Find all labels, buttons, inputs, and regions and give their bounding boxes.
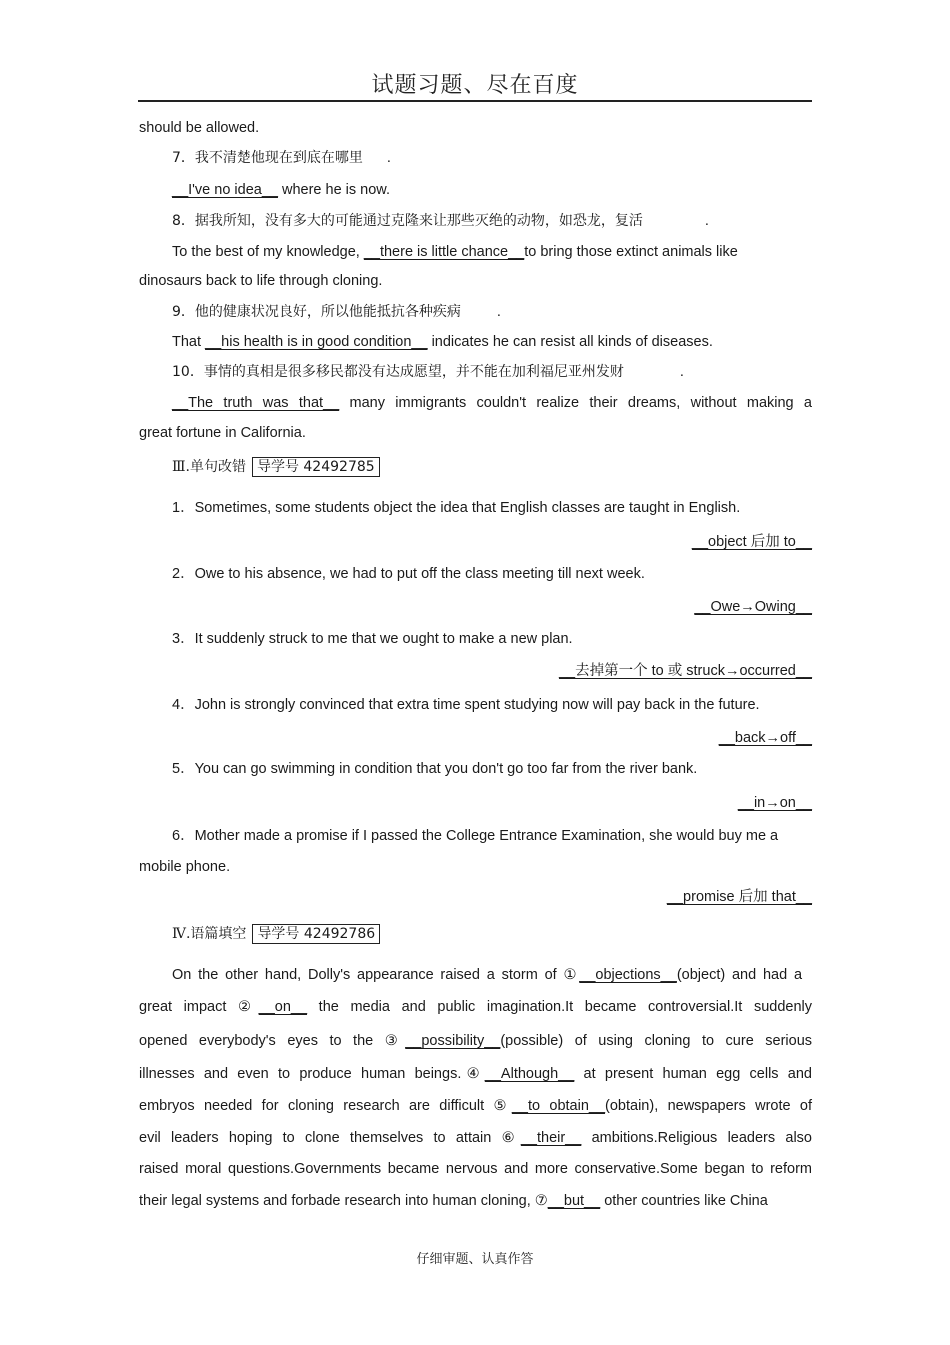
answer-blank: __The truth was that__ [172,395,340,411]
correction-answer-5: __in→on__ [737,795,812,811]
correction-answer-2: __Owe→Owing__ [694,599,812,615]
passage-line [139,1192,812,1210]
passage-text: On the other hand, Dolly's appearance raised a storm of ① [172,967,580,983]
section-3-title: Ⅲ.单句改错 [172,459,246,475]
correction-question-6: 6．Mother made a promise if I passed the College Entrance Examination, she would buy me a [172,828,779,844]
item-10-answer-line: __The truth was that__ many immigrants couldn't realize their dreams, without making a [172,395,812,411]
answer-blank: __there is little chance__ [363,244,525,260]
passage-line [139,998,812,1016]
passage-line [139,1065,812,1083]
answer-blank: __I've no idea__ [172,182,278,198]
passage-line [172,966,802,984]
passage-text: other countries like China [600,1193,768,1209]
section-3-heading [172,457,380,477]
correction-question-5: 5．You can go swimming in condition that you don't go too far from the river bank. [172,761,698,777]
cloze-blank: __to obtain__ [511,1098,606,1114]
item-9-chinese: 9．他的健康状况良好，所以他能抵抗各种疾病 . [172,304,501,320]
correction-question-4: 4．John is strongly convinced that extra time spent studying now will pay back in the future. [172,697,760,713]
passage-line [139,1097,812,1115]
page-footer: 仔细审题、认真作答 [416,1252,534,1267]
cloze-blank: __their__ [520,1130,582,1146]
correction-answer-3: __去掉第一个 to 或 struck→occurred__ [558,663,812,679]
passage-line [139,1032,812,1050]
item-10-line2: great fortune in California. [139,425,306,441]
passage-line [139,1129,812,1147]
passage-text: evil leaders hoping to clone themselves to attain ⑥ [139,1130,521,1146]
passage-text: embryos needed for cloning research are difficult ⑤ [139,1098,512,1114]
correction-answer-6: __promise 后加 that__ [666,889,812,905]
correction-question-1: 1．Sometimes, some students object the idea that English classes are taught in English. [172,500,741,516]
cloze-blank: __possibility__ [405,1033,501,1049]
page-header-title: 试题习题、尽在百度 [371,73,579,98]
passage-text: opened everybody's eyes to the ③ [139,1033,406,1049]
cloze-blank: __but__ [547,1193,601,1209]
passage-text: (object) and had a [676,967,803,983]
header-rule [138,100,812,102]
section-3-code: 导学号 42492785 [252,457,380,477]
carry-line: should be allowed. [139,120,260,136]
correction-answer-4: __back→off__ [718,730,812,746]
cloze-blank: __on__ [258,999,308,1015]
passage-text: great impact ② [139,999,259,1015]
section-4-code: 导学号 42492786 [252,924,380,944]
item-8-chinese: 8．据我所知，没有多大的可能通过克隆来让那些灭绝的动物，如恐龙，复活 . [172,213,709,229]
item-7-answer-line: __I've no idea__ where he is now. [172,182,391,198]
passage-text: (possible) of using cloning to cure serious [500,1033,813,1049]
passage-text: the media and public imagination.It became controversial.It suddenly [307,999,812,1015]
section-4-title: Ⅳ.语篇填空 [172,926,247,942]
passage-text: (obtain), newspapers wrote of [605,1098,812,1114]
passage-text: at present human egg cells and [574,1066,812,1082]
correction-answer-1: __object 后加 to__ [691,534,812,550]
item-10-chinese: 10．事情的真相是很多移民都没有达成愿望，并不能在加利福尼亚州发财 . [172,364,684,380]
correction-question-3: 3．It suddenly struck to me that we ought to make a new plan. [172,631,573,647]
cloze-blank: __objections__ [579,967,677,983]
item-9-answer-line: That __his health is in good condition__ indicates he can resist all kinds of diseases. [172,334,713,350]
answer-blank: __his health is in good condition__ [205,334,428,350]
passage-text: raised moral questions.Governments became nervous and more conservative.Some began to reform [139,1161,812,1177]
correction-question-6-line2: mobile phone. [139,859,231,875]
passage-text: illnesses and even to produce human beings.④ [139,1066,485,1082]
item-7-chinese: 7．我不清楚他现在到底在哪里 . [172,150,391,166]
correction-question-2: 2．Owe to his absence, we had to put off the class meeting till next week. [172,566,645,582]
passage-text: their legal systems and forbade research into human cloning, ⑦ [139,1193,548,1209]
cloze-blank: __Although__ [484,1066,575,1082]
item-8-line2: dinosaurs back to life through cloning. [139,273,383,289]
passage-line [139,1160,812,1178]
passage-text: ambitions.Religious leaders also [581,1130,812,1146]
section-4-heading [172,924,380,944]
item-8-answer-line: To the best of my knowledge, __there is little chance__to bring those extinct animals like [172,244,738,260]
